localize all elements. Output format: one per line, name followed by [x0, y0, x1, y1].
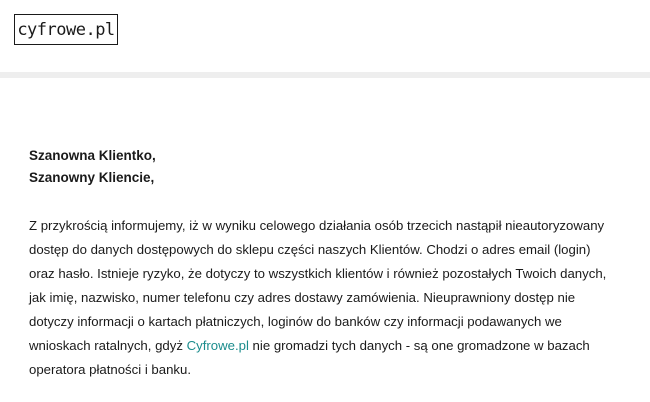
cyfrowe-logo[interactable]: [14, 14, 118, 45]
email-header: [0, 0, 650, 72]
greeting: [29, 145, 629, 189]
body-text-part-2: nie gromadzi tych danych - są one gromadzone w bazach operatora płatności i banku.: [29, 338, 590, 377]
letter-content: [29, 145, 629, 382]
greeting-line-1: Szanowna Klientko,: [29, 148, 156, 163]
greeting-line-2: Szanowny Kliencie,: [29, 170, 155, 185]
body-text-part-1: Z przykrością informujemy, iż w wyniku celowego działania osób trzecich nastąpił nieautoryzowany dostęp do danych dostępowych do sklepu części naszych Klientów. Chodzi o adres email (login) oraz hasło. Istnieje ryzyko, że dotyczy to wszystkich klientów i również pozostałych Twoich danych, jak imię, nazwisko, numer telefonu czy adres dostawy zamówienia. Nieuprawniony dostęp nie dotyczy informacji o kartach płatniczych, loginów do banków czy informacji podawanych we wnioskach ratalnych, gdyż: [29, 218, 607, 353]
logo-text: cyfrowe.pl: [17, 19, 115, 40]
header-divider: [0, 72, 650, 78]
cyfrowe-link[interactable]: Cyfrowe.pl: [186, 338, 249, 353]
letter-body: [29, 214, 619, 382]
